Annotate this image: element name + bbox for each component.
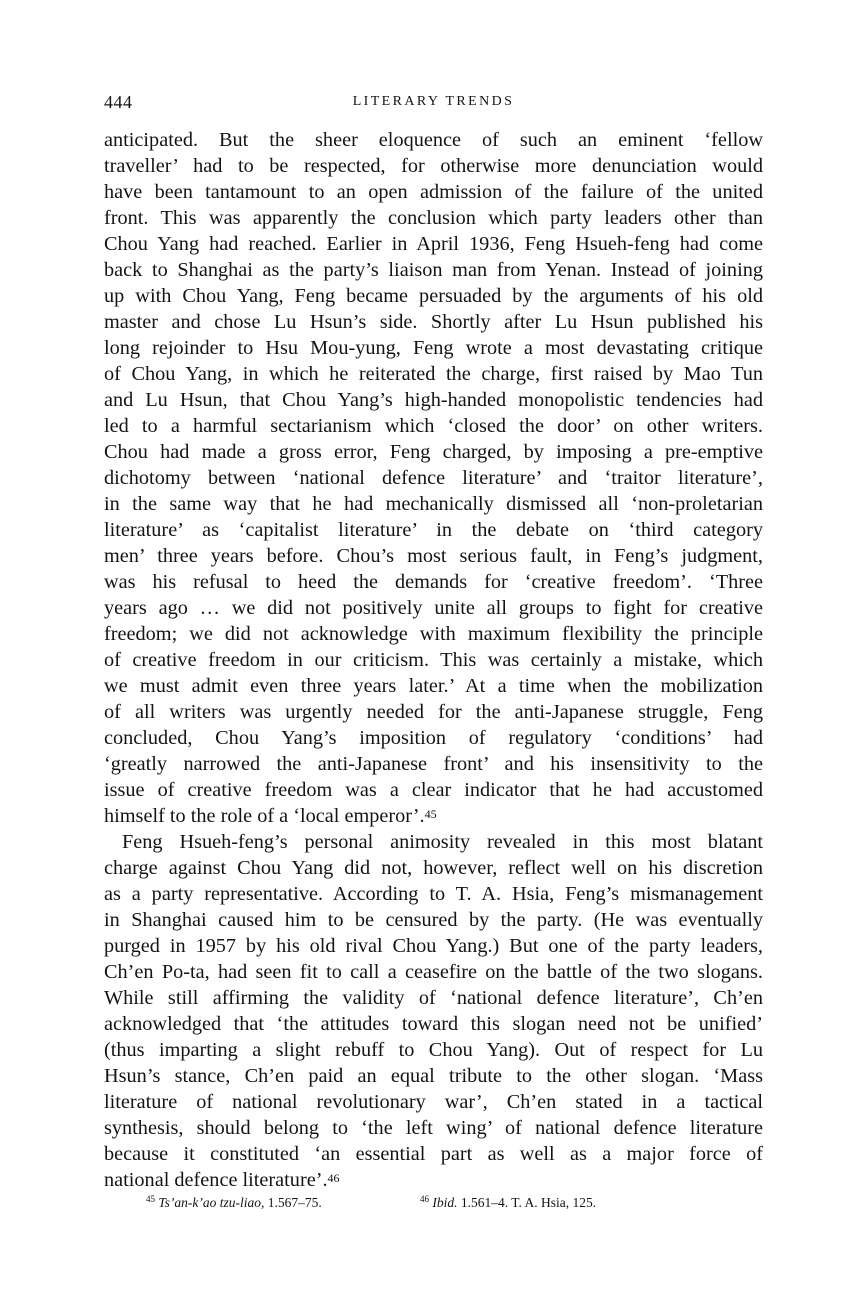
text-line (104, 387, 763, 413)
footnotes (104, 1195, 763, 1217)
text-line (104, 907, 763, 933)
text-line (104, 205, 763, 231)
line-text: Hsun’s stance, Ch’en paid an equal tribute to the other slogan. ‘Mass (104, 1065, 763, 1087)
text-line (104, 543, 763, 569)
footnote-reference-mark: 46 (327, 1171, 340, 1185)
line-text: concluded, Chou Yang’s imposition of regulatory ‘conditions’ had (104, 727, 763, 749)
text-line (104, 595, 763, 621)
text-line (104, 309, 763, 335)
line-text: men’ three years before. Chou’s most serious fault, in Feng’s judgment, (104, 545, 763, 567)
line-text: long rejoinder to Hsu Mou-yung, Feng wrote a most devastating critique (104, 337, 763, 359)
line-text: of creative freedom in our criticism. This was certainly a mistake, which (104, 649, 763, 671)
text-line (104, 725, 763, 751)
text-line (104, 257, 763, 283)
paragraph-1 (104, 127, 763, 829)
text-line (104, 1011, 763, 1037)
text-line (104, 959, 763, 985)
text-line (104, 985, 763, 1011)
text-line (104, 1063, 763, 1089)
line-text: dichotomy between ‘national defence literature’ and ‘traitor literature’, (104, 467, 763, 489)
text-line (104, 439, 763, 465)
line-text: himself to the role of a ‘local emperor’. (104, 805, 425, 827)
line-text: have been tantamount to an open admission of the failure of the united (104, 181, 763, 203)
text-line (104, 1037, 763, 1063)
text-line (104, 335, 763, 361)
text-line (104, 647, 763, 673)
footnote-number: 45 (146, 1194, 155, 1204)
text-line (104, 283, 763, 309)
line-text: ‘greatly narrowed the anti-Japanese front’ and his insensitivity to the (104, 753, 763, 775)
text-line (104, 179, 763, 205)
text-line (104, 517, 763, 543)
footnote-reference: 1.567–75. (264, 1195, 322, 1210)
line-text: (thus imparting a slight rebuff to Chou Yang). Out of respect for Lu (104, 1039, 763, 1061)
text-line (104, 933, 763, 959)
line-text: front. This was apparently the conclusion which party leaders other than (104, 207, 763, 229)
footnote-reference-mark: 45 (424, 807, 437, 821)
text-line (104, 751, 763, 777)
line-text: was his refusal to heed the demands for ‘creative freedom’. ‘Three (104, 571, 763, 593)
text-line (104, 673, 763, 699)
footnote-title: Ibid. (432, 1195, 458, 1210)
line-text: While still affirming the validity of ‘national defence literature’, Ch’en (104, 987, 763, 1009)
text-line (104, 1167, 763, 1193)
line-text: led to a harmful sectarianism which ‘closed the door’ on other writers. (104, 415, 763, 437)
line-text: in the same way that he had mechanically dismissed all ‘non-proletarian (104, 493, 763, 515)
text-line (104, 231, 763, 257)
line-text: back to Shanghai as the party’s liaison man from Yenan. Instead of joining (104, 259, 763, 281)
line-text: Chou had made a gross error, Feng charged, by imposing a pre-emptive (104, 441, 763, 463)
footnote-46 (420, 1195, 596, 1211)
line-text: acknowledged that ‘the attitudes toward this slogan need not be unified’ (104, 1013, 763, 1035)
line-text: charge against Chou Yang did not, however, reflect well on his discretion (104, 857, 763, 879)
line-text: years ago … we did not positively unite all groups to fight for creative (104, 597, 763, 619)
text-line (104, 127, 763, 153)
line-text: Feng Hsueh-feng’s personal animosity revealed in this most blatant (122, 831, 763, 853)
line-text: issue of creative freedom was a clear indicator that he had accustomed (104, 779, 763, 801)
line-text: Chou Yang had reached. Earlier in April 1936, Feng Hsueh-feng had come (104, 233, 763, 255)
footnote-45 (146, 1195, 322, 1211)
text-line (104, 361, 763, 387)
page-number: 444 (104, 92, 133, 112)
line-text: of all writers was urgently needed for the anti-Japanese struggle, Feng (104, 701, 763, 723)
line-text: national defence literature’. (104, 1169, 328, 1191)
running-head: LITERARY TRENDS (352, 94, 515, 109)
text-line (104, 569, 763, 595)
line-text: we must admit even three years later.’ At a time when the mobilization (104, 675, 763, 697)
footnote-reference: 1.561–4. T. A. Hsia, 125. (457, 1195, 597, 1210)
text-line (104, 621, 763, 647)
text-line (104, 1141, 763, 1167)
line-text: because it constituted ‘an essential part as well as a major force of (104, 1143, 763, 1165)
text-line (104, 829, 763, 855)
line-text: literature of national revolutionary war’, Ch’en stated in a tactical (104, 1091, 763, 1113)
line-text: master and chose Lu Hsun’s side. Shortly after Lu Hsun published his (104, 311, 763, 333)
line-text: anticipated. But the sheer eloquence of such an eminent ‘fellow (104, 129, 763, 151)
text-line (104, 881, 763, 907)
text-line (104, 465, 763, 491)
line-text: purged in 1957 by his old rival Chou Yang.) But one of the party leaders, (104, 935, 763, 957)
page-header (104, 92, 763, 116)
text-line (104, 1089, 763, 1115)
line-text: of Chou Yang, in which he reiterated the charge, first raised by Mao Tun (104, 363, 763, 385)
line-text: Ch’en Po-ta, had seen fit to call a ceasefire on the battle of the two slogans. (104, 961, 763, 983)
text-line (104, 1115, 763, 1141)
line-text: and Lu Hsun, that Chou Yang’s high-handed monopolistic tendencies had (104, 389, 763, 411)
footnote-number: 46 (420, 1194, 429, 1204)
line-text: traveller’ had to be respected, for otherwise more denunciation would (104, 155, 763, 177)
line-text: synthesis, should belong to ‘the left wing’ of national defence literature (104, 1117, 763, 1139)
line-text: up with Chou Yang, Feng became persuaded by the arguments of his old (104, 285, 763, 307)
line-text: in Shanghai caused him to be censured by the party. (He was eventually (104, 909, 763, 931)
body-text (104, 127, 763, 1193)
text-line (104, 777, 763, 803)
line-text: literature’ as ‘capitalist literature’ in the debate on ‘third category (104, 519, 763, 541)
text-line (104, 803, 763, 829)
text-line (104, 491, 763, 517)
line-text: as a party representative. According to T. A. Hsia, Feng’s mismanagement (104, 883, 763, 905)
footnote-title: Ts’an-k’ao tzu-liao, (158, 1195, 265, 1210)
text-line (104, 413, 763, 439)
text-line (104, 855, 763, 881)
text-line (104, 699, 763, 725)
text-line (104, 153, 763, 179)
paragraph-2 (104, 829, 763, 1193)
line-text: freedom; we did not acknowledge with maximum flexibility the principle (104, 623, 763, 645)
